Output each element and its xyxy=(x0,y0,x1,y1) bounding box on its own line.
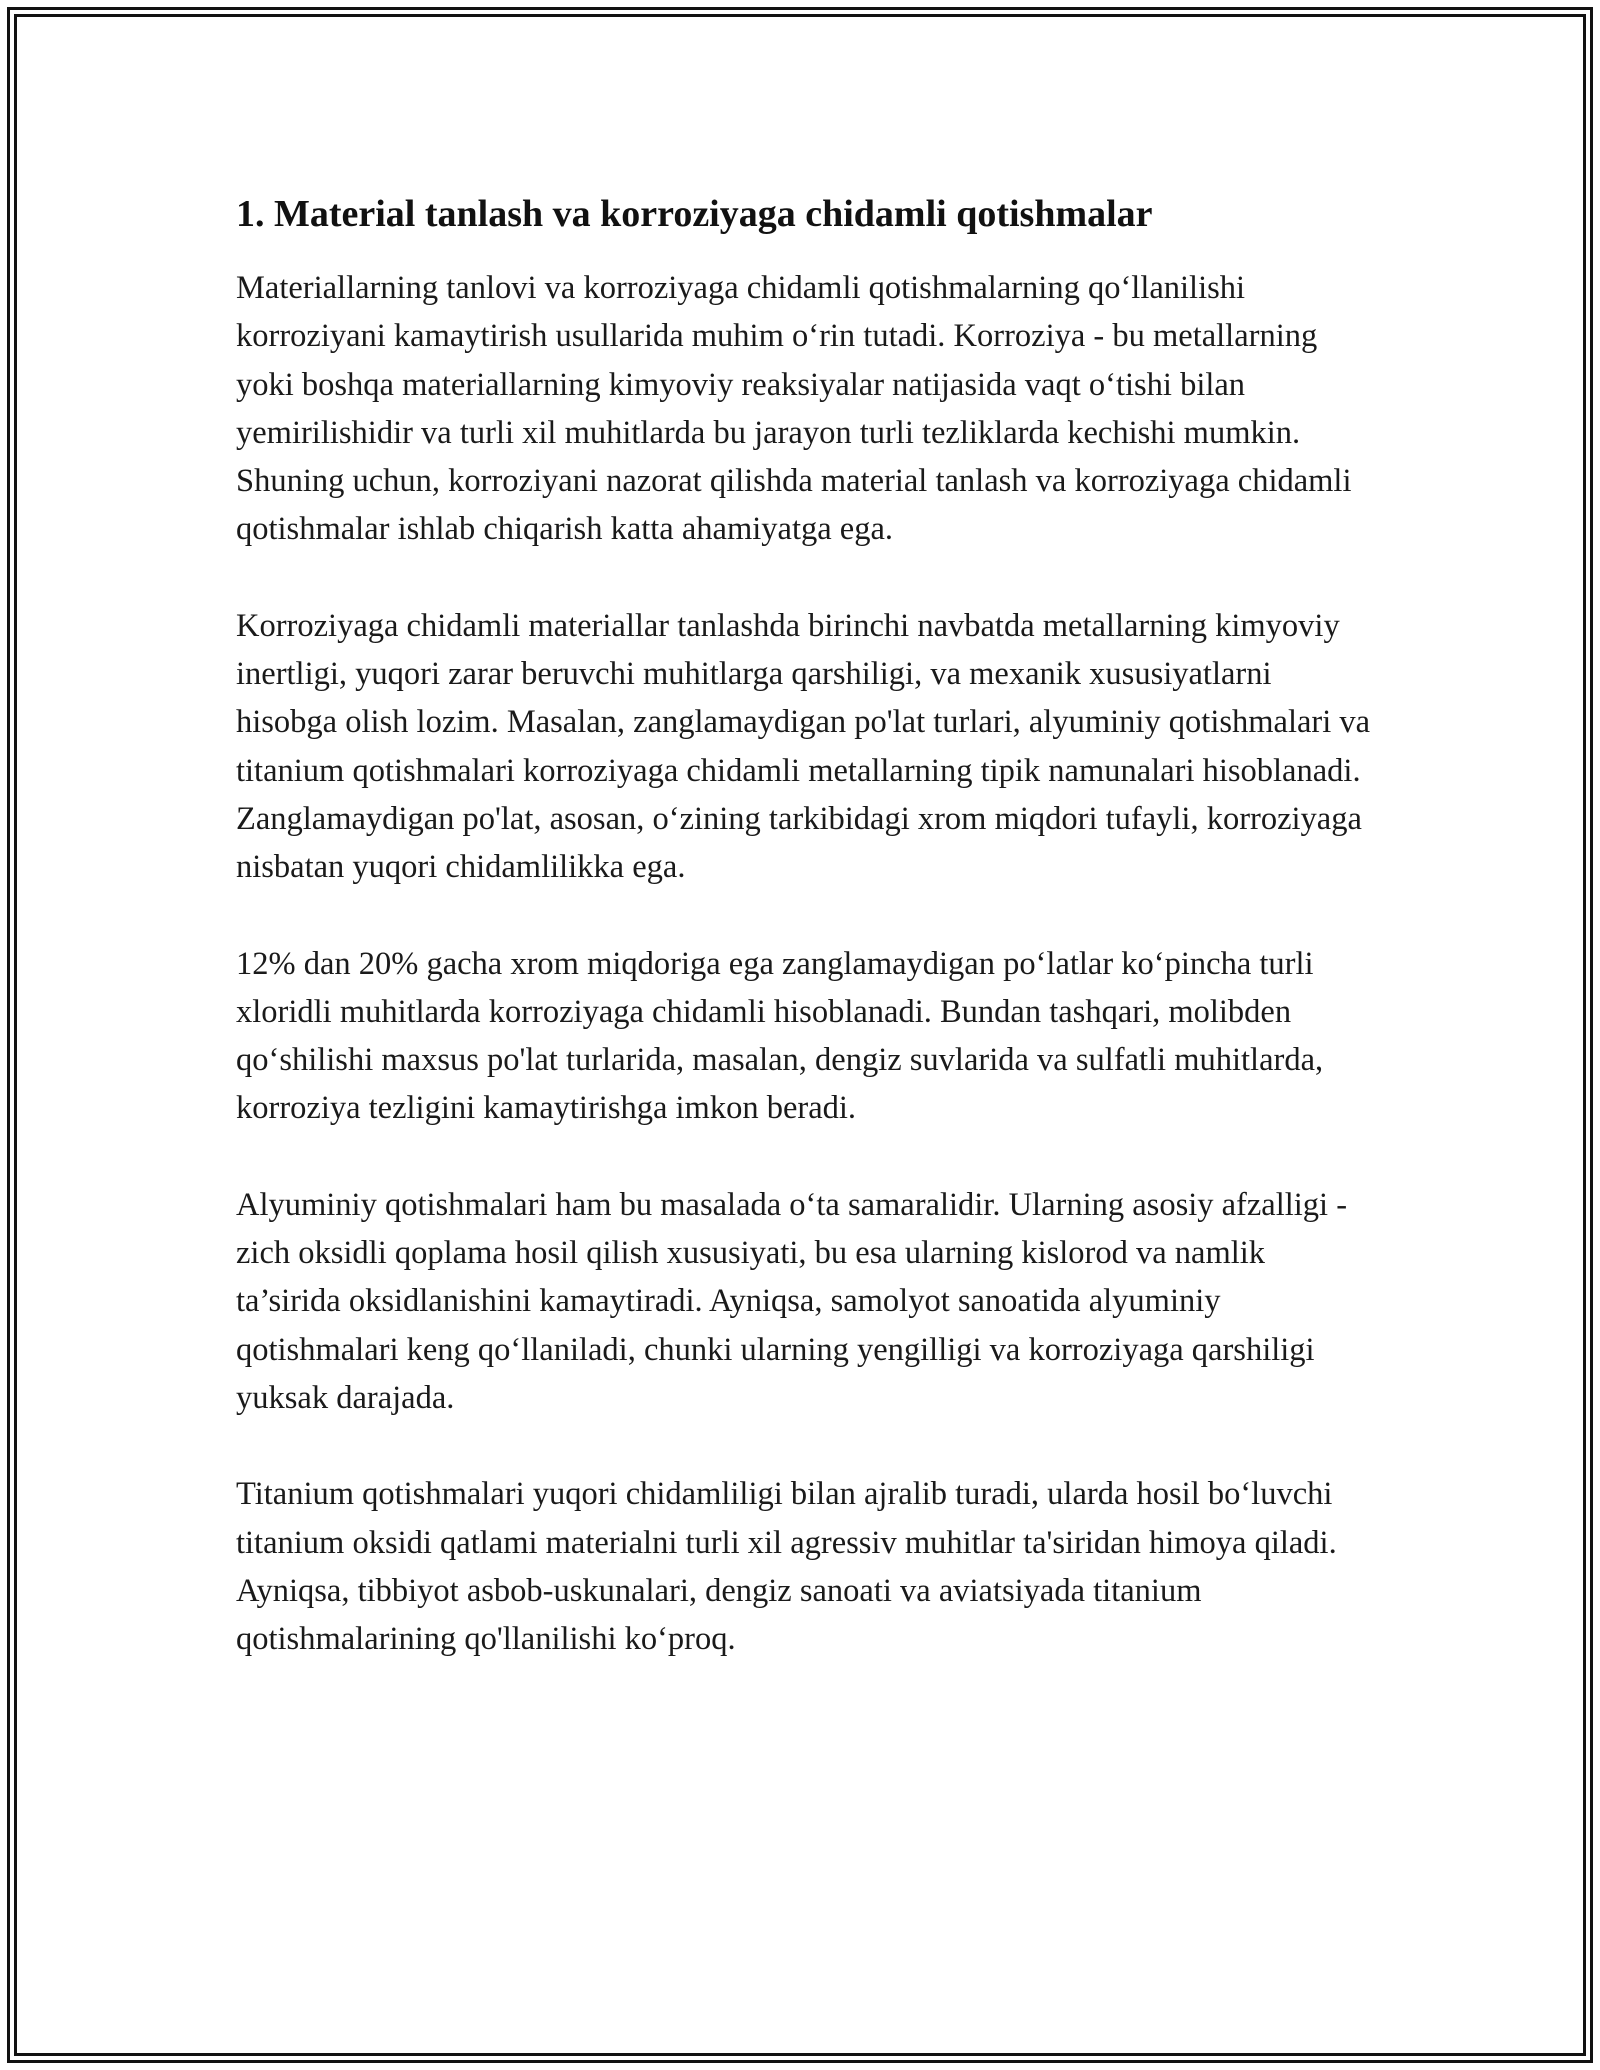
paragraph-2: Korroziyaga chidamli materiallar tanlashda birinchi navbatda metallarning kimyoviy inertligi, yuqori zarar beruvchi muhitlarga qarshiligi, va mexanik xususiyatlarni hisobga olish lozim. Masalan, zanglamaydigan po'lat turlari, alyuminiy qotishmalari va titanium qotishmalari korroziyaga chidamli metallarning tipik namunalari hisoblanadi. Zanglamaydigan po'lat, asosan, o‘zining tarkibidagi xrom miqdori tufayli, korroziyaga nisbatan yuqori chidamlilikka ega. xyxy=(236,607,1371,886)
paragraph-4: Alyuminiy qotishmalari ham bu masalada o‘ta samaralidir. Ularning asosiy afzalligi - zich oksidli qoplama hosil qilish xususiyati, bu esa ularning kislorod va namlik ta’sirida oksidlanishini kamaytiradi. Ayniqsa, samolyot sanoatida alyuminiy qotishmalari keng qo‘llaniladi, chunki ularning yengilligi va korroziyaga qarshiligi yuksak darajada. xyxy=(236,1186,1348,1416)
paragraph-1: Materiallarning tanlovi va korroziyaga chidamli qotishmalarning qo‘llanilishi korroziyani kamaytirish usullarida muhim o‘rin tutadi. Korroziya - bu metallarning yoki boshqa materiallarning kimyoviy reaksiyalar natijasida vaqt o‘tishi bilan yemirilishidir va turli xil muhitlarda bu jarayon turli tezliklarda kechishi mumkin. Shuning uchun, korroziyani nazorat qilishda material tanlash va korroziyaga chidamli qotishmalar ishlab chiqarish katta ahamiyatga ega. xyxy=(236,270,1352,548)
document-body xyxy=(236,186,1371,1711)
paragraph-3: 12% dan 20% gacha xrom miqdoriga ega zanglamaydigan po‘latlar ko‘pincha turli xloridli muhitlarda korroziyaga chidamli hisoblanadi. Bundan tashqari, molibden qo‘shilishi maxsus po'lat turlarida, masalan, dengiz suvlarida va sulfatli muhitlarda, korroziya tezligini kamaytirishga imkon beradi. xyxy=(236,945,1324,1127)
section-heading: 1. Material tanlash va korroziyaga chidamli qotishmalar xyxy=(236,193,1153,235)
paragraph-5: Titanium qotishmalari yuqori chidamliligi bilan ajralib turadi, ularda hosil bo‘luvchi titanium oksidi qatlami materialni turli xil agressiv muhitlar ta'siridan himoya qiladi. Ayniqsa, tibbiyot asbob-uskunalari, dengiz sanoati va aviatsiyada titanium qotishmalarining qo'llanilishi ko‘proq. xyxy=(236,1476,1337,1658)
